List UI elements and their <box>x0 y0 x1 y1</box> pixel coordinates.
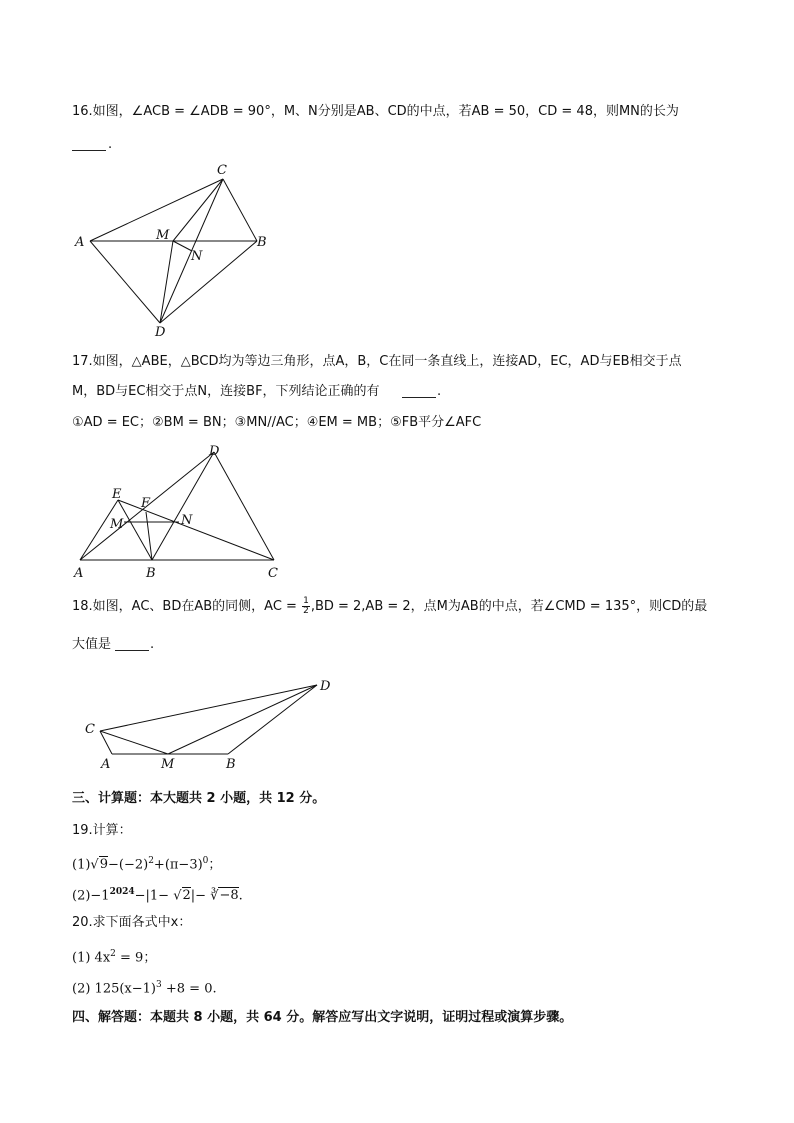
q19-p2-a: (2)−1 <box>72 888 110 904</box>
q20-p2-a: (2) 125(x−1) <box>72 981 156 997</box>
q20-part1 <box>72 945 156 967</box>
q18-text-line2: 大值是 <box>72 637 112 652</box>
q16-text-line1: 16.如图，∠ACB = ∠ADB = 90°，M、N分别是AB、CD的中点，若AB = 50，CD = 48，则MN的长为 <box>72 104 679 119</box>
q19-part1 <box>72 852 221 874</box>
q18-text-part1: 18.如图，AC、BD在AB的同侧，AC = <box>72 599 297 614</box>
q18-label-B: B <box>226 757 236 772</box>
section3-heading: 三、计算题：本大题共 2 小题，共 12 分。 <box>72 791 326 806</box>
q19-p2-end: . <box>238 888 243 904</box>
q16-figure <box>70 160 280 340</box>
q18-fraction-num: 1 <box>303 596 309 606</box>
q18-label-C: C <box>85 722 95 737</box>
q18-text-line1 <box>72 597 707 616</box>
q19-title: 19.计算： <box>72 823 132 838</box>
q18-label-A: A <box>101 757 111 772</box>
q20-p1-a: (1) 4x <box>72 950 111 966</box>
q19-p2-exp: 2024 <box>109 887 135 897</box>
q19-p1-end: ； <box>208 857 222 873</box>
q17-answer-blank <box>402 397 436 398</box>
q20-p1-exp: 2 <box>110 949 116 959</box>
q20-title: 20.求下面各式中x： <box>72 915 192 930</box>
q19-p2-radicand1: 2 <box>182 888 191 904</box>
q17-text-line1: 17.如图，△ABE，△BCD均为等边三角形，点A，B，C在同一条直线上，连接AD，EC，AD与EB相交于点 <box>72 354 682 369</box>
section4-heading: 四、解答题：本题共 8 小题，共 64 分。解答应写出文字说明，证明过程或演算步骤。 <box>72 1010 573 1025</box>
q17-label-F: F <box>141 496 151 511</box>
q16-label-B: B <box>257 235 267 250</box>
q20-p2-exp: 3 <box>156 980 162 990</box>
q16-text-period: . <box>108 137 113 152</box>
q18-answer-blank <box>115 650 149 651</box>
q20-p1-b: = 9； <box>115 950 157 966</box>
q19-p1-exp1: 2 <box>148 856 154 866</box>
q18-text-part2: ,BD = 2,AB = 2，点M为AB的中点，若∠CMD = 135°，则CD的最 <box>310 599 708 614</box>
q19-p2-radicand2: −8 <box>219 888 239 904</box>
q17-label-N: N <box>181 513 193 528</box>
q17-label-E: E <box>112 487 122 502</box>
q18-label-D: D <box>320 679 331 694</box>
q17-figure <box>68 440 288 585</box>
q16-label-C: C <box>217 163 227 178</box>
q17-options: ①AD = EC；②BM = BN；③MN//AC；④EM = MB；⑤FB平分∠AFC <box>72 415 482 430</box>
q17-label-C: C <box>268 566 278 581</box>
q18-text-period: . <box>150 637 155 652</box>
q17-label-B: B <box>146 566 156 581</box>
q19-p1-a: (1)√ <box>72 857 99 873</box>
q19-p2-b: −|1− √ <box>134 888 182 904</box>
q20-p2-b: +8 = 0. <box>161 981 217 997</box>
q17-text-line2: M，BD与EC相交于点N，连接BF，下列结论正确的有 <box>72 384 380 399</box>
q18-fraction-den: 2 <box>303 606 309 616</box>
q18-figure <box>80 675 340 775</box>
q17-label-M: M <box>110 517 124 532</box>
q17-label-A: A <box>74 566 84 581</box>
q16-label-D: D <box>155 325 166 340</box>
q18-label-M: M <box>161 757 175 772</box>
q19-p1-b: −(−2) <box>107 857 149 873</box>
q18-fraction <box>302 597 310 616</box>
q16-label-A: A <box>75 235 85 250</box>
q17-label-D: D <box>209 444 220 459</box>
q16-answer-blank <box>72 150 106 151</box>
q16-label-N: N <box>191 249 203 264</box>
q19-p1-exp2: 0 <box>202 856 209 866</box>
q19-part2 <box>72 883 243 905</box>
q19-p1-radicand: 9 <box>99 857 108 873</box>
q19-p2-c: |− ∛ <box>190 888 219 904</box>
q16-label-M: M <box>156 228 170 243</box>
q20-part2 <box>72 976 217 998</box>
q17-text-period: . <box>437 384 442 399</box>
q19-p1-c: +(π−3) <box>153 857 203 873</box>
